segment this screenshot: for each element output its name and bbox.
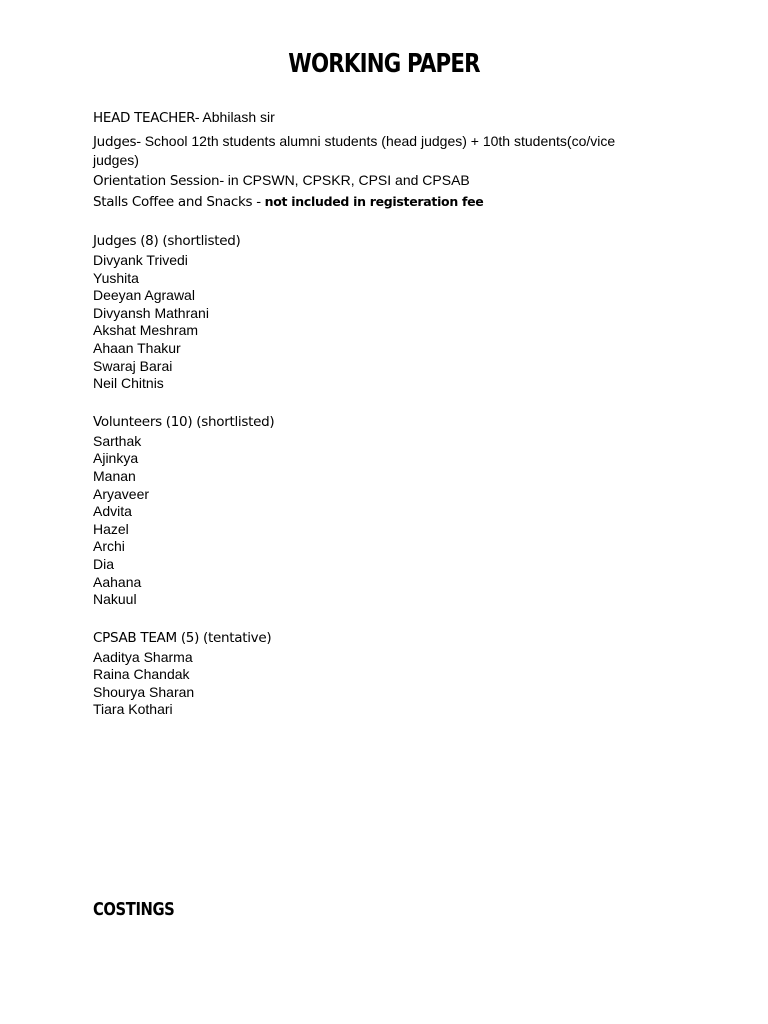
- judges-list: [93, 252, 653, 393]
- costings-heading: COSTINGS: [93, 899, 175, 920]
- page-title: WORKING PAPER: [288, 49, 480, 79]
- judges-heading: Judges (8) (shortlisted): [93, 233, 241, 249]
- list-item: Tiara Kothari: [93, 701, 173, 718]
- list-item: Yushita: [93, 269, 139, 286]
- head-teacher-line: [93, 108, 653, 130]
- list-item: Ahaan Thakur: [93, 339, 181, 356]
- stalls-line: [93, 192, 653, 212]
- orientation-line: [93, 171, 653, 192]
- list-item: Ajinkya: [93, 450, 139, 467]
- list-item: Swaraj Barai: [93, 357, 173, 374]
- volunteers-group: [93, 412, 653, 609]
- list-item: Aaditya Sharma: [93, 648, 193, 665]
- orientation-label: Orientation Session-: [93, 173, 224, 189]
- list-item: Aahana: [93, 573, 142, 590]
- list-item: Raina Chandak: [93, 666, 190, 683]
- cpsab-team-heading: CPSAB TEAM (5) (tentative): [93, 629, 272, 646]
- list-item: Deeyan Agrawal: [93, 287, 195, 304]
- document-body: [93, 108, 653, 719]
- list-item: Manan: [93, 467, 136, 484]
- judges-group: [93, 231, 653, 393]
- list-item: Divyansh Mathrani: [93, 304, 209, 321]
- head-teacher-label: HEAD TEACHER-: [93, 110, 200, 126]
- stalls-label: Stalls Coffee and Snacks -: [93, 194, 261, 210]
- list-item: Aryaveer: [93, 485, 150, 502]
- judges-label: Judges-: [93, 134, 141, 150]
- judges-line: [93, 130, 653, 171]
- cpsab-team-group: [93, 628, 653, 719]
- list-item: Divyank Trivedi: [93, 252, 188, 268]
- judges-value: School 12th students alumni students (head judges) + 10th students(co/vice judges): [93, 133, 616, 168]
- list-item: Akshat Meshram: [93, 322, 199, 339]
- volunteers-list: [93, 433, 653, 609]
- list-item: Hazel: [93, 520, 129, 537]
- stalls-note: not included in registeration fee: [264, 194, 484, 209]
- list-item: Dia: [93, 555, 115, 572]
- volunteers-heading: Volunteers (10) (shortlisted): [93, 413, 275, 430]
- list-item: Neil Chitnis: [93, 375, 164, 392]
- list-item: Sarthak: [93, 432, 142, 449]
- list-item: Archi: [93, 538, 125, 555]
- list-item: Shourya Sharan: [93, 683, 195, 700]
- cpsab-team-list: [93, 649, 653, 719]
- list-item: Nakuul: [93, 591, 137, 608]
- list-item: Advita: [93, 503, 132, 520]
- head-teacher-value: Abhilash sir: [202, 109, 275, 125]
- orientation-value: in CPSWN, CPSKR, CPSI and CPSAB: [227, 172, 470, 188]
